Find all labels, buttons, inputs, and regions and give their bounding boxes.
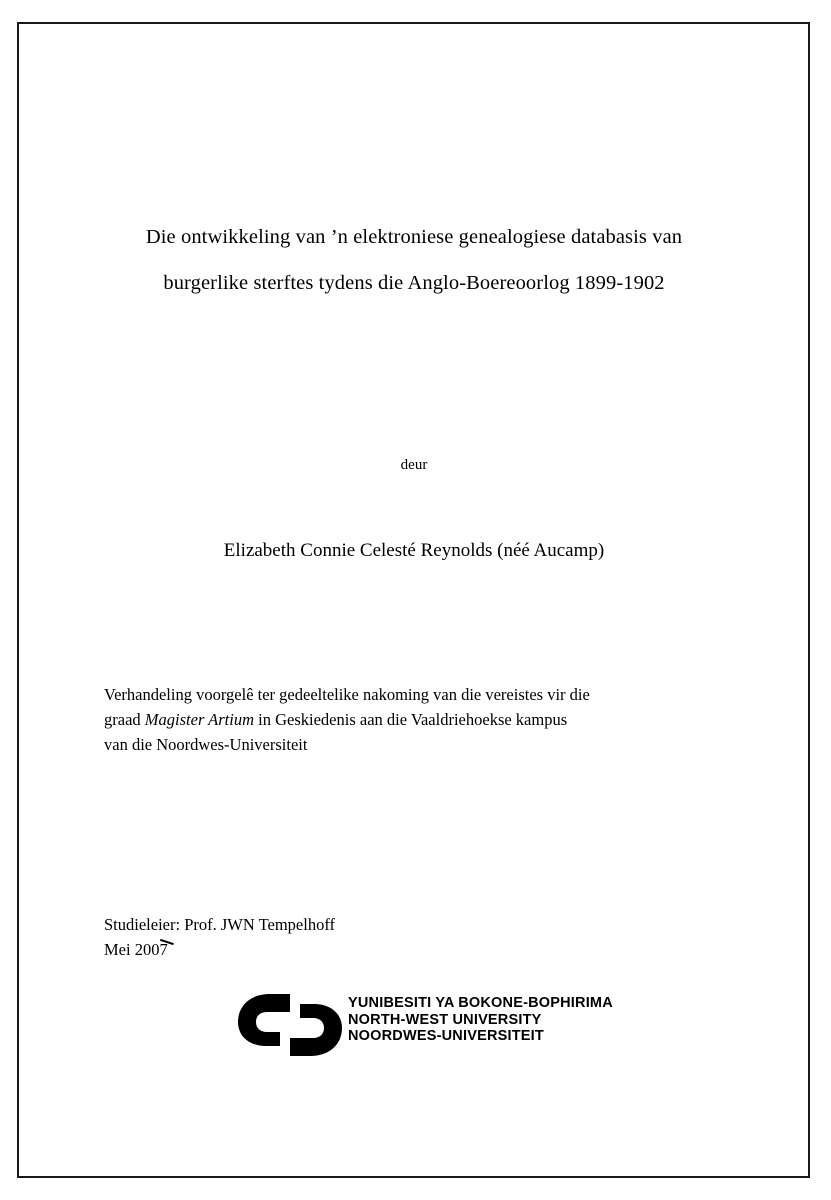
date-line-wrap xyxy=(104,937,604,962)
statement-line-1: Verhandeling voorgelê ter gedeeltelike nakoming van die vereistes vir die xyxy=(104,685,590,704)
author-name: Elizabeth Connie Celesté Reynolds (néé Aucamp) xyxy=(223,540,605,561)
logo-text-line-3: NOORDWES-UNIVERSITEIT xyxy=(348,1028,544,1044)
degree-name: Magister Artium xyxy=(144,710,255,729)
nwu-logo-mark-icon xyxy=(236,992,344,1058)
degree-statement xyxy=(104,682,726,757)
logo-text-line-1: YUNIBESITI YA BOKONE-BOPHIRIMA xyxy=(348,995,613,1011)
statement-line-2-before: graad xyxy=(104,710,145,729)
by-word: deur xyxy=(400,457,428,473)
submission-date xyxy=(104,937,168,962)
page-title xyxy=(88,214,740,306)
university-logo xyxy=(236,990,636,1060)
title-line-2: burgerlike sterftes tydens die Anglo-Boereoorlog 1899-1902 xyxy=(163,272,665,294)
logo-text-line-2: NORTH-WEST UNIVERSITY xyxy=(348,1011,542,1028)
supervisor-block xyxy=(104,912,604,962)
logo-wordmark xyxy=(348,995,613,1045)
title-page-content xyxy=(88,22,740,1178)
statement-line-2 xyxy=(104,707,726,732)
title-line-1: Die ontwikkeling van ’n elektroniese genealogiese databasis van xyxy=(145,226,683,248)
submission-date-text: Mei 2007 xyxy=(104,940,168,959)
statement-line-3: van die Noordwes-Universiteit xyxy=(104,735,308,754)
supervisor-line: Studieleier: Prof. JWN Tempelhoff xyxy=(104,915,336,934)
statement-line-2-after: in Geskiedenis aan die Vaaldriehoekse kampus xyxy=(254,710,568,729)
